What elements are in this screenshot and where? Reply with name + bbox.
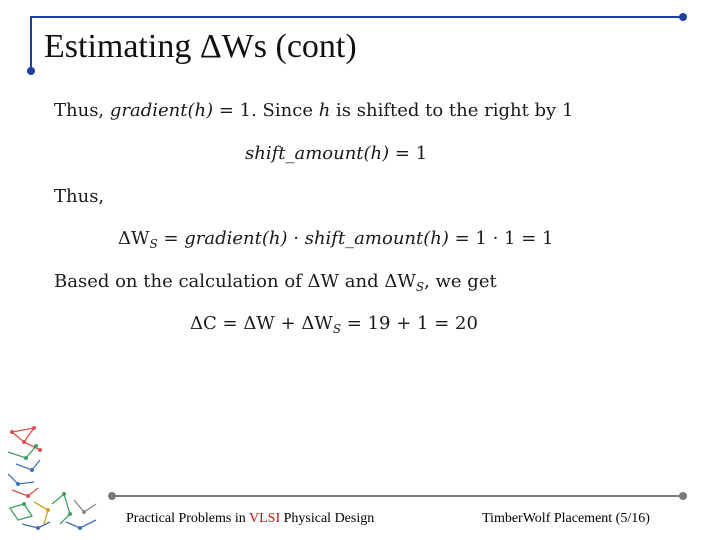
math-subscript: S xyxy=(149,237,158,251)
frame-dot-top-right xyxy=(679,13,687,21)
text-segment: = 1 xyxy=(389,143,428,164)
frame-dot-bottom-left xyxy=(27,67,35,75)
footer-course-title xyxy=(126,511,374,527)
text-segment: = xyxy=(157,228,185,249)
math-shift-amount: shift_amount(h) xyxy=(245,143,390,164)
math-delta-c: ΔC xyxy=(190,313,217,334)
text-segment: and xyxy=(339,271,385,292)
frame-left-line xyxy=(30,16,32,71)
text-line-thus: Thus, xyxy=(54,186,105,207)
text-segment: is shifted to the right by 1 xyxy=(330,100,574,121)
footer-dot-right xyxy=(679,492,687,500)
text-segment: Based on the calculation of xyxy=(54,271,308,292)
math-gradient: gradient(h) xyxy=(184,228,288,249)
equation-shift-amount xyxy=(245,143,427,164)
footer-divider xyxy=(110,495,684,497)
text-segment: , we get xyxy=(424,271,497,292)
text-segment: = 19 + 1 = 20 xyxy=(341,313,478,334)
frame-top-line xyxy=(31,16,684,18)
text-segment: = 1. Since xyxy=(213,100,319,121)
slide-title: Estimating ΔWs (cont) xyxy=(44,28,357,65)
text-segment: = xyxy=(216,313,244,334)
math-delta-w: ΔW xyxy=(384,271,416,292)
math-gradient: gradient(h) xyxy=(109,100,214,121)
text-segment: = 1 · 1 = 1 xyxy=(448,228,554,249)
math-subscript: S xyxy=(415,280,425,294)
math-delta-w: ΔW xyxy=(307,271,340,292)
math-delta-w: ΔW xyxy=(301,313,333,334)
text-line-gradient xyxy=(54,100,573,121)
math-delta-w: ΔW xyxy=(243,313,275,334)
footer-text: Practical Problems in xyxy=(126,511,249,526)
circuit-graph-logo-icon xyxy=(4,424,104,536)
math-delta-w: ΔW xyxy=(118,228,150,249)
text-segment: + xyxy=(274,313,302,334)
math-shift-amount: shift_amount(h) xyxy=(304,228,449,249)
text-segment: · xyxy=(287,228,305,249)
math-h: h xyxy=(318,100,331,121)
text-segment: Thus, xyxy=(54,100,110,121)
equation-delta-ws xyxy=(118,228,553,251)
text-line-based-on xyxy=(54,271,497,294)
footer-highlight: VLSI xyxy=(249,511,281,526)
footer-dot-left xyxy=(108,492,116,500)
math-subscript: S xyxy=(332,322,342,336)
equation-delta-c xyxy=(190,313,478,336)
footer-text: Physical Design xyxy=(280,511,375,526)
footer-slide-number: TimberWolf Placement (5/16) xyxy=(482,511,650,526)
